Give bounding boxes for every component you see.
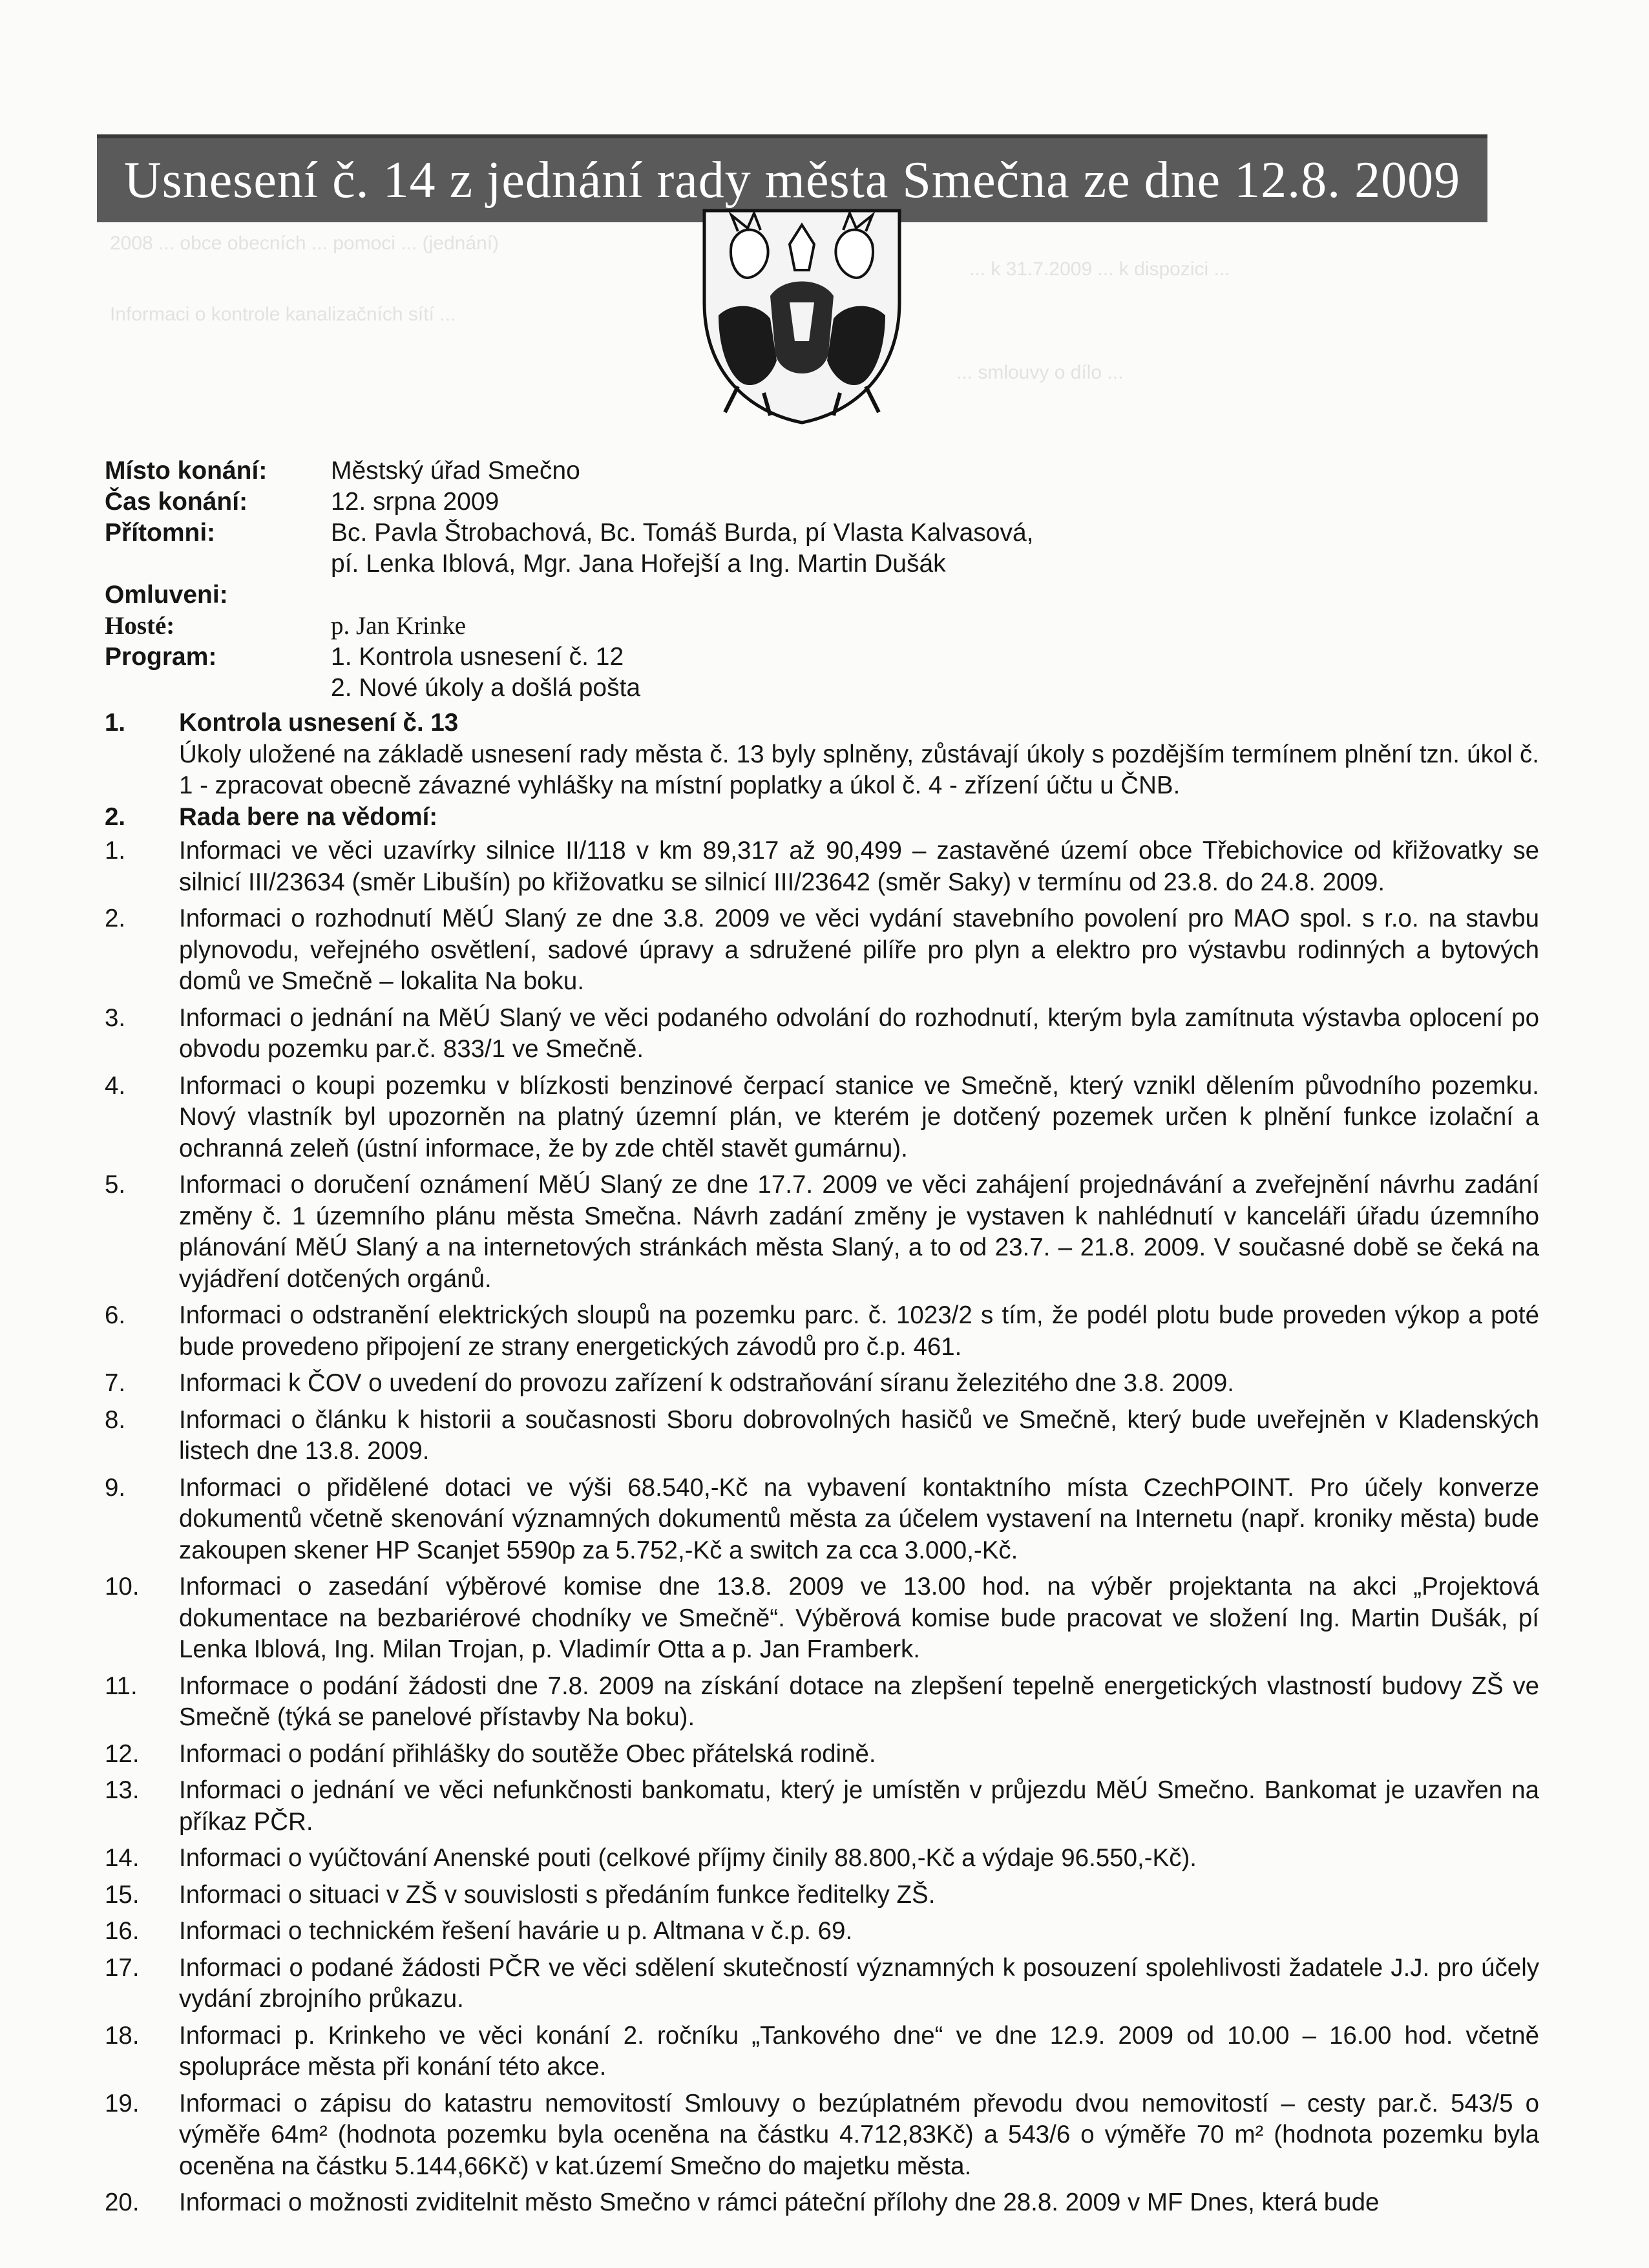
- item-text: Informaci o podání přihlášky do soutěže Obec přátelská rodině.: [179, 1739, 876, 1768]
- program-row: [105, 642, 1526, 704]
- program-item-2: 2. Nové úkoly a došlá pošta: [331, 674, 641, 702]
- item-text: Informaci o jednání ve věci nefunkčnosti bankomatu, který je umístěn v průjezdu MěÚ Smečno. Bankomat je uzavřen na příkaz PČR.: [179, 1776, 1539, 1836]
- attendees-line-1: Bc. Pavla Štrobachová, Bc. Tomáš Burda, pí Vlasta Kalvasová,: [331, 519, 1034, 547]
- item-text: Informaci p. Krinkeho ve věci konání 2. ročníku „Tankového dne“ ve dne 12.9. 2009 od 10.00 – 16.00 hod. včetně spolupráce města při konání této akce.: [179, 2021, 1539, 2081]
- item-text: Informace o podání žádosti dne 7.8. 2009 na získání dotace na zlepšení tepelně energetických vlastností budovy ZŠ ve Smečně (týká se panelové přístavby Na boku).: [179, 1672, 1539, 1731]
- item-number: 18.: [105, 2021, 140, 2050]
- list-item: [105, 1405, 1539, 1467]
- item-number: 15.: [105, 1880, 140, 1909]
- item-number: 3.: [105, 1003, 126, 1032]
- excused-label: Omluveni:: [105, 581, 228, 609]
- item-number: 12.: [105, 1739, 140, 1768]
- list-item: [105, 1300, 1539, 1363]
- program-item-1: 1. Kontrola usnesení č. 12: [331, 643, 624, 671]
- section-1-text: Úkoly uložené na základě usnesení rady města č. 13 byly splněny, zůstávají úkoly s pozdějším termínem plnění tzn. úkol č. 1 - zpracovat obecně závazné vyhlášky na místní poplatky a úkol č. 4 - zřízení účtu u ČNB.: [179, 740, 1539, 799]
- list-item: [105, 2021, 1539, 2083]
- item-text: Informaci o článku k historii a současnosti Sboru dobrovolných hasičů ve Smečně, který bude uveřejněn v Kladenských listech dne 13.8. 2009.: [179, 1405, 1539, 1465]
- item-number: 2.: [105, 905, 126, 932]
- item-text: Informaci o přidělené dotaci ve výši 68.540,-Kč na vybavení kontaktního místa CzechPOINT. Pro účely konverze dokumentů včetně skenování významných dokumentů města za účelem vystavení na Internetu (např. kroniky města) bude zakoupen skener HP Scanjet 5590p za 5.752,-Kč a switch za cca 3.000,-Kč.: [179, 1473, 1539, 1564]
- list-item: [105, 1880, 1539, 1911]
- item-number: 1.: [105, 837, 126, 865]
- guests-row: [105, 611, 1526, 642]
- list-item: [105, 2088, 1539, 2183]
- list-item: [105, 1571, 1539, 1666]
- item-text: Informaci k ČOV o uvedení do provozu zařízení k odstraňování síranu železitého dne 3.8. 2009.: [179, 1369, 1234, 1397]
- item-number: 17.: [105, 1953, 140, 1982]
- section-2-heading-row: [105, 802, 1539, 834]
- item-text: Informaci o doručení oznámení MěÚ Slaný ze dne 17.7. 2009 ve věci zahájení projednávání a zveřejnění návrhu zadání změny č. 1 územního plánu města Smečna. Návrh zadání změny je vystaven k nahlédnutí v kanceláři úřadu územního plánování MěÚ Slaný a na internetových stránkách města Slaný, a to od 23.7. – 21.8. 2009. V současné době se čeká na vyjádření dotčených orgánů.: [179, 1171, 1539, 1293]
- document-title: Usnesení č. 14 z jednání rady města Smečna ze dne 12.8. 2009: [123, 151, 1461, 209]
- item-number: 20.: [105, 2189, 140, 2216]
- section-1-heading: Kontrola usnesení č. 13: [179, 709, 459, 737]
- item-text: Informaci o odstranění elektrických sloupů na pozemku parc. č. 1023/2 s tím, že podél plotu bude proveden výkop a poté bude provedeno připojení ze strany energetických závodů pro č.p. 461.: [179, 1301, 1539, 1361]
- meeting-place-label: Místo konání:: [105, 457, 268, 485]
- list-item: [105, 2187, 1539, 2219]
- meeting-time-label: Čas konání:: [105, 488, 248, 516]
- meeting-info: [105, 456, 1526, 704]
- item-number: 13.: [105, 1776, 140, 1804]
- section-2-number: 2.: [105, 803, 126, 831]
- item-text: Informaci ve věci uzavírky silnice II/118 v km 89,317 až 90,499 – zastavěné území obce Třebichovice od křižovatky se silnicí III/23634 (směr Libušín) po křižovatku se silnicí III/23642 (směr Saky) v termínu od 23.8. do 24.8. 2009.: [179, 837, 1539, 896]
- list-item: [105, 1170, 1539, 1295]
- item-text: Informaci o koupi pozemku v blízkosti benzinové čerpací stanice ve Smečně, který vznikl dělením původního pozemku. Nový vlastník byl upozorněn na platný územní plán, ve kterém je dotčený pozemek určen k plnění funkce izolační a ochranná zeleň (ústní informace, že by zde chtěl stavět gumárnu).: [179, 1071, 1539, 1162]
- meeting-place-row: [105, 456, 1526, 487]
- list-item: [105, 1953, 1539, 2015]
- item-text: Informaci o technickém řešení havárie u p. Altmana v č.p. 69.: [179, 1917, 853, 1945]
- section-1-number: 1.: [105, 709, 126, 737]
- attendees-line-2: pí. Lenka Iblová, Mgr. Jana Hořejší a Ing. Martin Dušák: [331, 550, 946, 578]
- list-item: [105, 1368, 1539, 1400]
- meeting-time-value: 12. srpna 2009: [331, 488, 499, 516]
- list-item: [105, 1916, 1539, 1948]
- excused-value: [331, 580, 1526, 611]
- acknowledged-items-list: [105, 835, 1539, 2224]
- meeting-time-row: [105, 487, 1526, 518]
- item-number: 16.: [105, 1917, 140, 1945]
- item-number: 6.: [105, 1301, 126, 1329]
- attendees-label: Přítomni:: [105, 519, 216, 547]
- item-text: Informaci o rozhodnutí MěÚ Slaný ze dne 3.8. 2009 ve věci vydání stavebního povolení pro MAO spol. s r.o. na stavbu plynovodu, veřejného osvětlení, sadové úpravy a sdružené pilíře pro plyn a elektro pro výstavbu rodinných a bytových domů ve Smečně – lokalita Na boku.: [179, 905, 1539, 995]
- list-item: [105, 1775, 1539, 1838]
- item-number: 7.: [105, 1369, 126, 1397]
- excused-row: [105, 580, 1526, 611]
- list-item: [105, 903, 1539, 998]
- item-number: 5.: [105, 1171, 126, 1199]
- program-label: Program:: [105, 643, 217, 671]
- item-number: 9.: [105, 1473, 126, 1502]
- item-text: Informaci o jednání na MěÚ Slaný ve věci podaného odvolání do rozhodnutí, kterým byla zamítnuta výstavba oplocení po obvodu pozemku par.č. 833/1 ve Smečně.: [179, 1003, 1539, 1063]
- item-text: Informaci o zápisu do katastru nemovitostí Smlouvy o bezúplatném převodu dvou nemovitostí – cesty par.č. 543/5 o výměře 64m² (hodnota pozemku byla oceněna na částku 4.712,83Kč) a 543/6 o výměře 70 m² (hodnota pozemku byla oceněna na částku 5.144,66Kč) v kat.území Smečno do majetku města.: [179, 2089, 1539, 2180]
- meeting-place-value: Městský úřad Smečno: [331, 457, 580, 485]
- item-text: Informaci o situaci v ZŠ v souvislosti s předáním funkce ředitelky ZŠ.: [179, 1880, 936, 1909]
- item-text: Informaci o podané žádosti PČR ve věci sdělení skutečností významných k posouzení spolehlivosti žadatele J.J. pro účely vydání zbrojního průkazu.: [179, 1953, 1539, 2013]
- guests-label: Hosté:: [105, 612, 175, 640]
- list-item: [105, 1003, 1539, 1066]
- item-number: 4.: [105, 1071, 126, 1100]
- list-item: [105, 1671, 1539, 1734]
- list-item: [105, 1071, 1539, 1165]
- item-text: Informaci o zasedání výběrové komise dne 13.8. 2009 ve 13.00 hod. na výběr projektanta na akci „Projektová dokumentace na bezbariérové chodníky ve Smečně“. Výběrová komise bude pracovat ve složení Ing. Martin Dušák, pí Lenka Iblová, Ing. Milan Trojan, p. Vladimír Otta a p. Jan Framberk.: [179, 1573, 1539, 1663]
- item-text: Informaci o vyúčtování Anenské pouti (celkové příjmy činily 88.800,-Kč a výdaje 96.550,-Kč).: [179, 1844, 1197, 1872]
- section-2-heading: Rada bere na vědomí:: [179, 803, 438, 831]
- item-text: Informaci o možnosti zviditelnit město Smečno v rámci páteční přílohy dne 28.8. 2009 v MF Dnes, která bude: [179, 2189, 1380, 2216]
- section-1: [105, 708, 1539, 833]
- list-item: [105, 1843, 1539, 1874]
- attendees-value: [331, 518, 1526, 580]
- guests-value: p. Jan Krinke: [331, 612, 467, 640]
- item-number: 14.: [105, 1844, 140, 1872]
- item-number: 10.: [105, 1573, 140, 1601]
- attendees-row: [105, 518, 1526, 580]
- list-item: [105, 1473, 1539, 1567]
- list-item: [105, 835, 1539, 898]
- town-coat-of-arms: [699, 205, 905, 425]
- item-number: 8.: [105, 1405, 126, 1434]
- item-number: 11.: [105, 1672, 138, 1700]
- item-number: 19.: [105, 2089, 140, 2117]
- program-value: [331, 642, 1526, 704]
- list-item: [105, 1739, 1539, 1770]
